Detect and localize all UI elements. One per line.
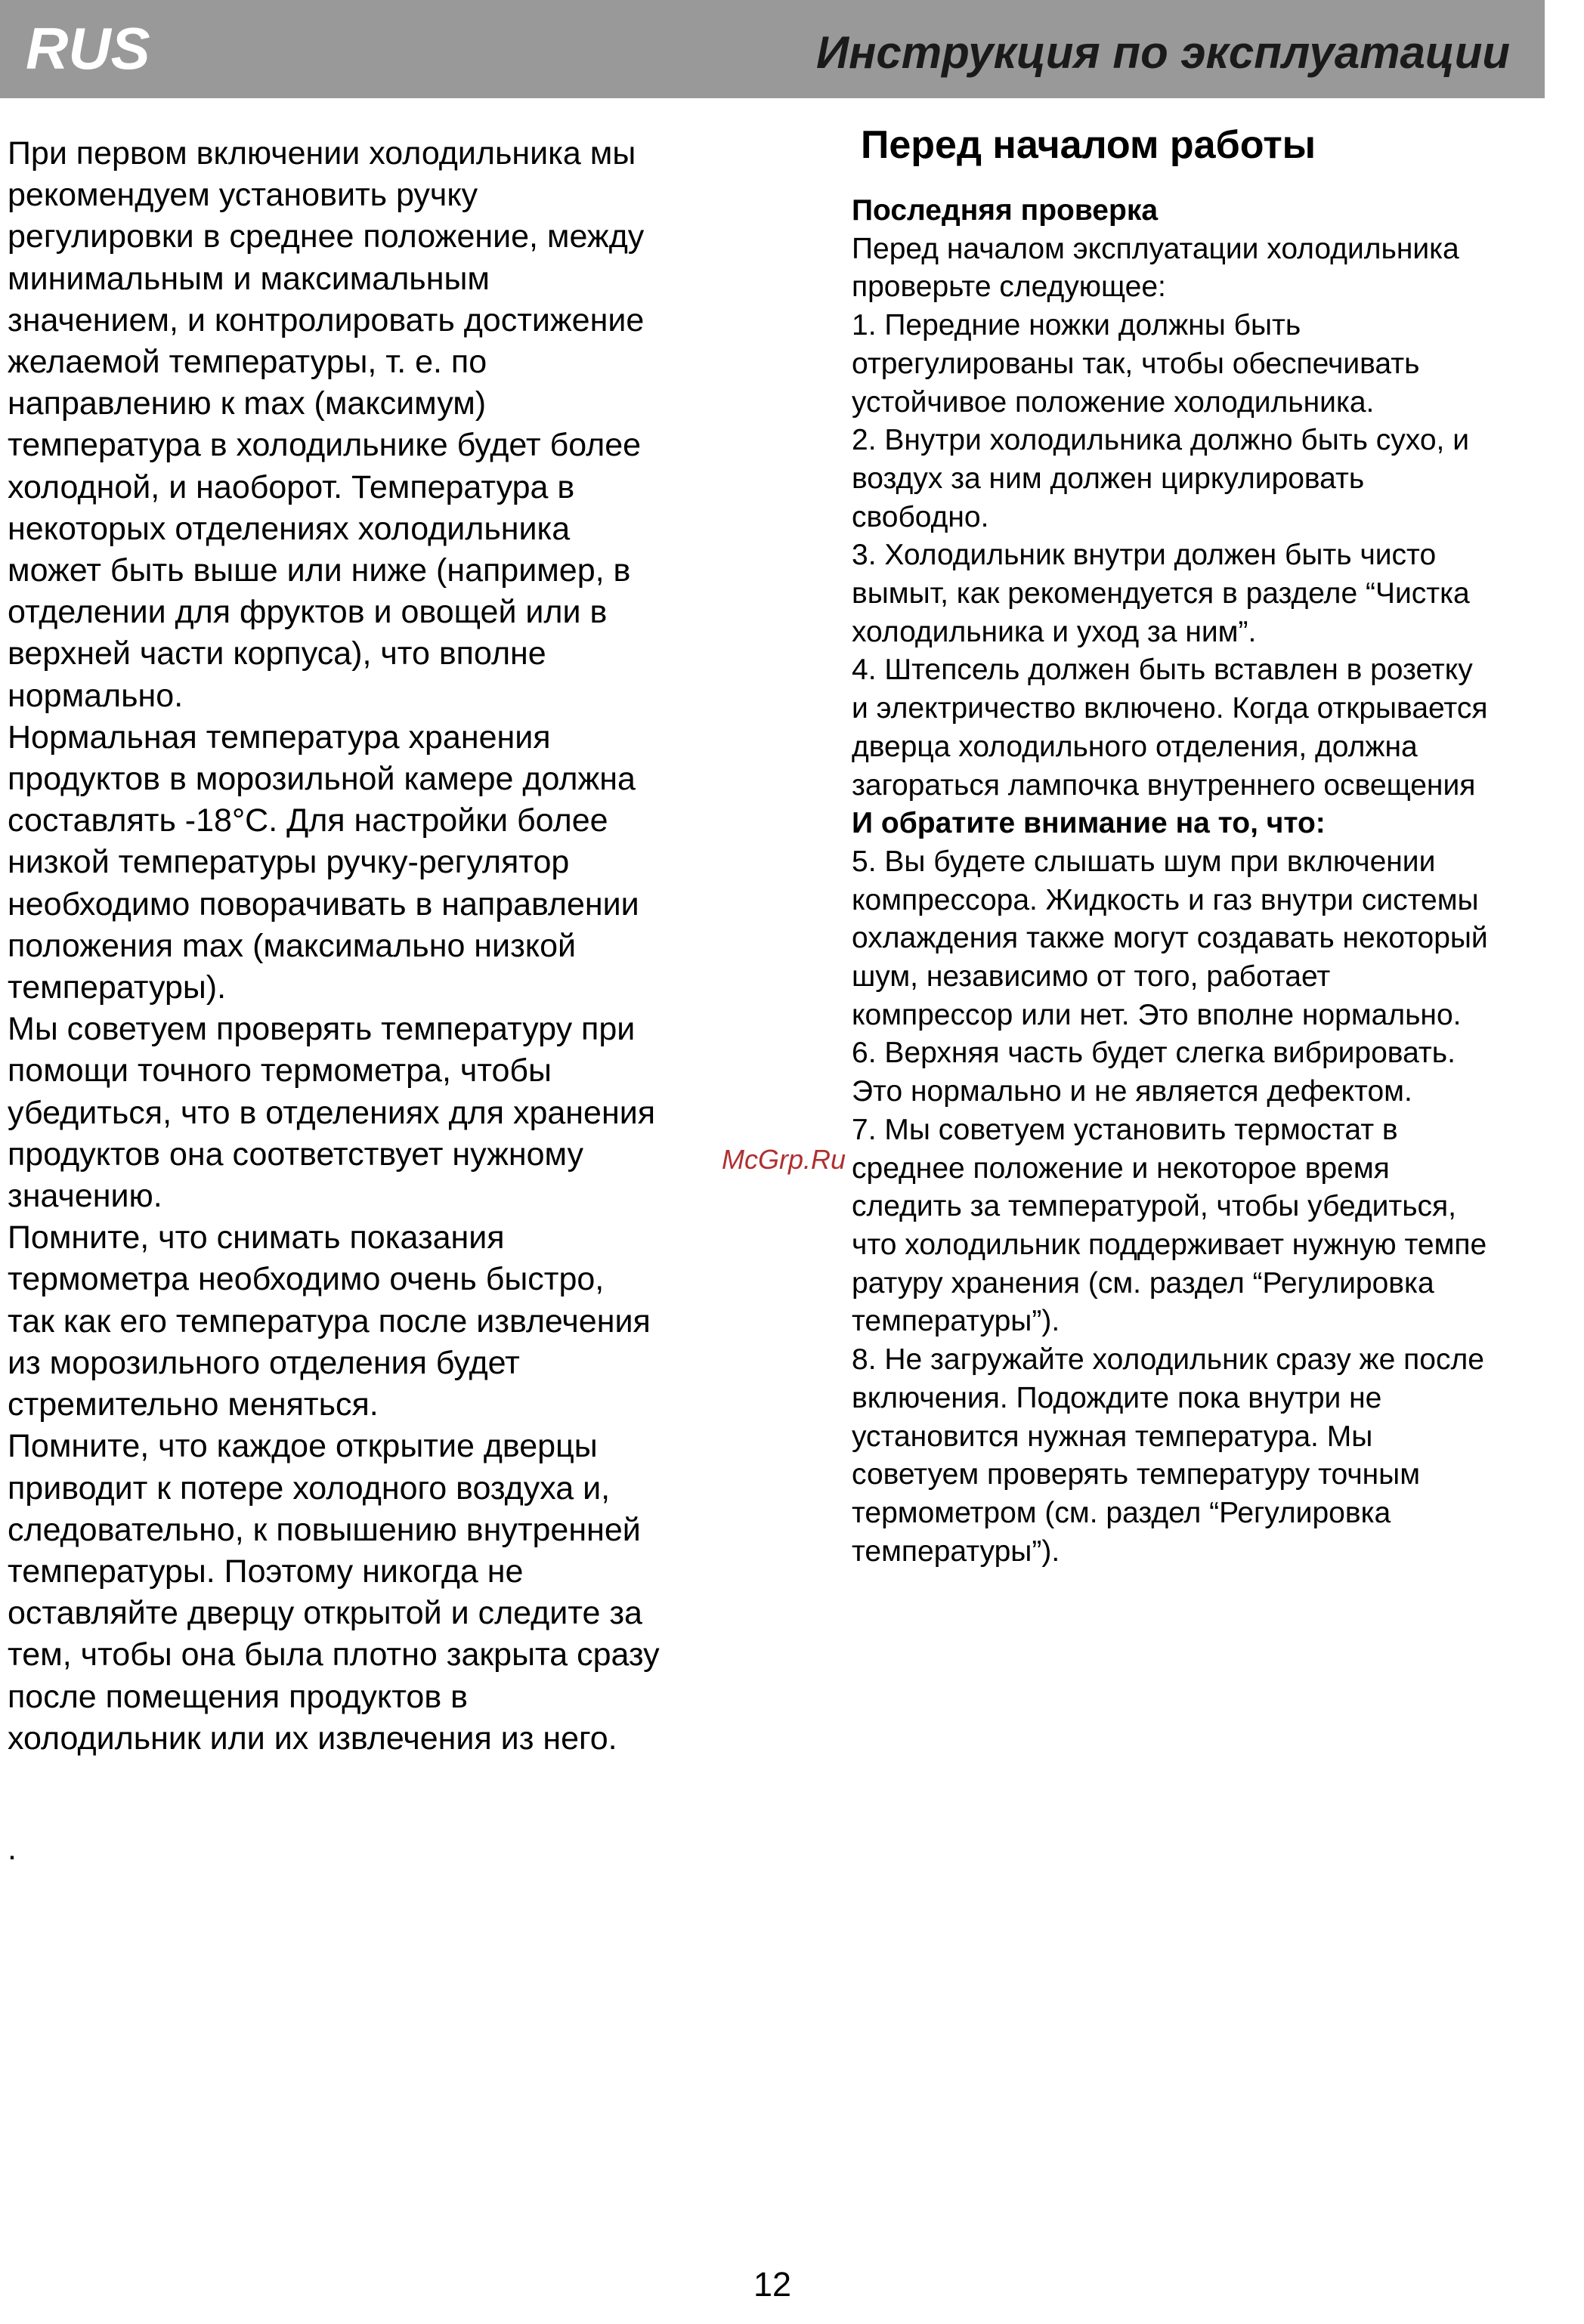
check-item: 4. Штепсель должен быть вставлен в розетку и электричество включено. Когда открывается дверца холодильного отделения, должна загораться лампочка внутреннего освещения <box>852 654 1488 802</box>
left-column <box>8 133 756 1760</box>
check-item: 2. Внутри холодильника должно быть сухо, и воздух за ним должен циркулировать свободно. <box>852 424 1469 533</box>
document-title: Инструкция по эксплуатации <box>816 27 1510 78</box>
check-item: 1. Передние ножки должны быть отрегулированы так, чтобы обеспечивать устойчивое положение холодильника. <box>852 309 1420 419</box>
trailing-dot: . <box>8 1831 17 1867</box>
header-bar <box>0 0 1545 98</box>
paragraph: Мы советуем проверять температуру при помощи точного термометра, чтобы убедиться, что в отделениях для хранения продуктов она соответствует нужному значению. <box>8 1011 656 1215</box>
language-label: RUS <box>26 15 150 82</box>
intro-text: Перед началом эксплуатации холодильника проверьте следующее: <box>852 232 1459 304</box>
check-item: 3. Холодильник внутри должен быть чисто вымыт, как рекомендуется в разделе “Чистка холодильника и уход за ним”. <box>852 539 1470 648</box>
subheading: Последняя проверка <box>852 194 1159 227</box>
note-item: 6. Верхняя часть будет слегка вибрировать. Это нормально и не является дефектом. <box>852 1037 1456 1108</box>
attention-heading: И обратите внимание на то, что: <box>852 807 1326 840</box>
paragraph: Помните, что снимать показания термометра необходимо очень быстро, так как его температура после извлечения из морозильного отделения будет стремительно меняться. <box>8 1219 651 1423</box>
paragraph: Помните, что каждое открытие дверцы приводит к потере холодного воздуха и, следовательно, к повышению внутренней температуры. Поэтому никогда не оставляйте дверцу открытой и следите за тем, чтобы она была плотно закрыта сразу после помещения продуктов в холодильник или их извлечения из него. <box>8 1428 660 1757</box>
paragraph: При первом включении холодильника мы рекомендуем установить ручку регулировки в среднее положение, между минимальным и максимальным значением, и контролировать достижение желаемой температуры, т. е. по направлению к max (максимум) температура в холодильнике будет более холодной, и наоборот. Температура в некоторых отделениях холодильника может быть выше или ниже (например, в отделении для фруктов и овощей или в верхней части корпуса), что вполне нормально. <box>8 135 645 714</box>
paragraph: Нормальная температура хранения продуктов в морозильной камере должна составлять -18°С. Для настройки более низкой температуры ручку-регулятор необходимо поворачивать в направлении положения max (максимально низкой температуры). <box>8 719 639 1006</box>
page-number: 12 <box>753 2265 792 2304</box>
watermark: McGrp.Ru <box>722 1144 846 1175</box>
note-item: 8. Не загружайте холодильник сразу же после включения. Подождите пока внутри не установится нужная температура. Мы советуем проверять температуру точным термометром (см. раздел “Регулировка температуры”). <box>852 1343 1484 1568</box>
note-item: 7. Мы советуем установить термостат в среднее положение и некоторое время следить за температурой, чтобы убедиться, что холодильник поддерживает нужную темпе ратуру хранения (см. раздел “Регулировка температуры”). <box>852 1113 1487 1338</box>
section-title: Перед началом работы <box>861 123 1316 167</box>
note-item: 5. Вы будете слышать шум при включении компрессора. Жидкость и газ внутри системы охлаждения также могут создавать некоторый шум, независимо от того, работает компрессор или нет. Это вполне нормально. <box>852 845 1488 1031</box>
right-column <box>852 118 1577 1571</box>
